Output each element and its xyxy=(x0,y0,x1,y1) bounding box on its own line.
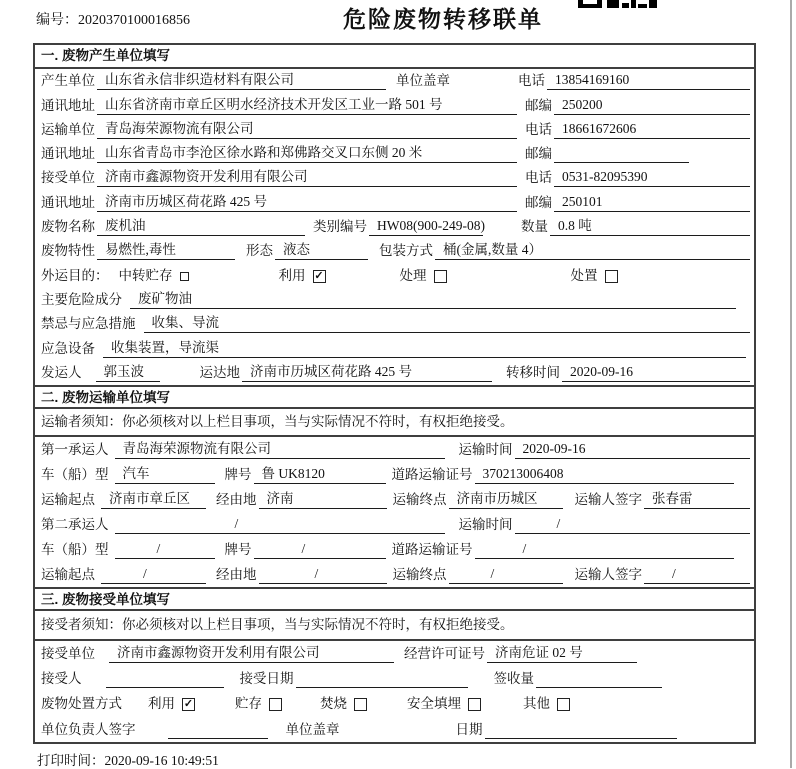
receiver-phone-value: 0531-82095390 xyxy=(554,168,750,187)
vehicle-type-label: 车（船）型 xyxy=(41,466,109,482)
row-vehicle1 xyxy=(35,462,754,487)
row-route1 xyxy=(35,487,754,512)
transporter-zip-value xyxy=(554,162,689,163)
manifest-form xyxy=(33,43,756,744)
quantity-label: 数量 xyxy=(521,219,548,235)
endpoint-value: 济南市历城区 xyxy=(449,490,563,509)
row-vehicle2 xyxy=(35,537,754,562)
vehicle-type2-value: / xyxy=(115,540,215,559)
origin-label: 运输起点 xyxy=(41,566,95,582)
zip-label: 邮编 xyxy=(525,194,552,210)
print-time-line xyxy=(37,749,219,769)
via-value: 济南 xyxy=(259,490,387,509)
disposal-label: 废物处置方式 xyxy=(41,696,122,712)
checkbox-icon xyxy=(434,270,447,283)
receiver-label: 接受单位 xyxy=(41,170,95,186)
accept-date-value xyxy=(296,687,468,688)
road-license-label: 道路运输证号 xyxy=(391,466,473,482)
address-label: 通讯地址 xyxy=(41,146,95,162)
permit-label: 经营许可证号 xyxy=(404,646,485,662)
receive-unit-value: 济南市鑫源物资开发利用有限公司 xyxy=(109,644,394,663)
receiver-zip-value: 250101 xyxy=(554,193,750,212)
transporter-label: 运输单位 xyxy=(41,121,95,137)
plate-label: 牌号 xyxy=(224,466,252,482)
row-producer xyxy=(35,69,754,93)
waste-name-value: 废机油 xyxy=(97,217,305,236)
transporter-address-value: 山东省青岛市李沧区徐水路和郑佛路交叉口东侧 20 米 xyxy=(97,144,517,163)
row-emergency-measures xyxy=(35,312,754,336)
print-time-value: 2020-09-16 10:49:51 xyxy=(104,753,219,768)
packing-value: 桶(金属,数量 4） xyxy=(435,241,750,260)
doc-number-value: 2020370100016856 xyxy=(78,13,190,28)
carrier-sign-label: 运输人签字 xyxy=(574,566,642,582)
via-label: 经由地 xyxy=(216,491,257,507)
equipment-label: 应急设备 xyxy=(41,340,95,356)
endpoint-label: 运输终点 xyxy=(392,566,447,582)
character-label: 废物特性 xyxy=(41,243,95,259)
date-label: 日期 xyxy=(455,721,483,737)
receiver-address-value: 济南市历城区荷花路 425 号 xyxy=(97,193,517,212)
plate-label: 牌号 xyxy=(224,541,252,557)
date-value xyxy=(485,738,677,739)
carrier2-value: / xyxy=(115,515,445,534)
road-license2-value: / xyxy=(475,540,735,559)
shipper-value: 郭玉波 xyxy=(96,363,160,382)
road-license-label: 道路运输证号 xyxy=(391,541,473,557)
receive-unit-label: 接受单位 xyxy=(41,646,95,662)
row-disposal-method xyxy=(35,691,754,716)
disposal-option-use: 利用 xyxy=(148,696,175,712)
producer-phone-value: 13854169160 xyxy=(547,71,750,90)
endpoint-label: 运输终点 xyxy=(392,491,447,507)
endpoint2-value: / xyxy=(449,565,563,584)
disposal-option-burn: 焚烧 xyxy=(320,696,347,712)
hazard-label: 主要危险成分 xyxy=(41,291,122,307)
transport-time-label: 运输时间 xyxy=(458,516,513,532)
producer-label: 产生单位 xyxy=(41,73,95,89)
page-edge-line xyxy=(790,0,792,768)
transport-time-value: 2020-09-16 xyxy=(515,440,751,459)
disposal-option-other: 其他 xyxy=(523,696,550,712)
signed-amount-label: 签收量 xyxy=(493,671,534,687)
equipment-value: 收集装置，导流渠 xyxy=(103,339,746,358)
category-label: 类别编号 xyxy=(313,219,367,235)
unit-seal-label: 单位盖章 xyxy=(285,721,340,737)
purpose-option-storage: 中转贮存 xyxy=(118,267,173,283)
row-route2 xyxy=(35,562,754,587)
row-producer-address xyxy=(35,93,754,117)
vehicle-type-value: 汽车 xyxy=(115,465,215,484)
checkbox-icon xyxy=(354,698,367,711)
row-hazard-component xyxy=(35,288,754,312)
plate2-value: / xyxy=(254,540,386,559)
checkbox-checked-icon: ✓ xyxy=(183,698,194,711)
carrier1-value: 青岛海荣源物流有限公司 xyxy=(115,440,445,459)
producer-value: 山东省永信非织造材料有限公司 xyxy=(97,71,386,90)
purpose-option-use: 利用 xyxy=(278,267,306,283)
origin-label: 运输起点 xyxy=(41,491,95,507)
purpose-option-treat: 处理 xyxy=(399,267,427,283)
row-dispatch xyxy=(35,361,754,385)
section-receiver xyxy=(35,587,754,742)
row-waste-name xyxy=(35,215,754,239)
emergency-value: 收集、导流 xyxy=(144,314,751,333)
destination-value: 济南市历城区荷花路 425 号 xyxy=(242,363,492,382)
plate-value: 鲁 UK8120 xyxy=(254,465,386,484)
hazard-value: 废矿物油 xyxy=(130,290,736,309)
row-transfer-purpose xyxy=(35,263,754,287)
carrier-sign-value: 张春雷 xyxy=(644,490,750,509)
origin2-value: / xyxy=(101,565,206,584)
waste-name-label: 废物名称 xyxy=(41,219,95,235)
address-label: 通讯地址 xyxy=(41,97,95,113)
address-label: 通讯地址 xyxy=(41,194,95,210)
checkbox-icon xyxy=(557,698,570,711)
phone-label: 电话 xyxy=(525,170,552,186)
checkbox-icon xyxy=(180,272,189,281)
disposal-option-storage: 贮存 xyxy=(235,696,262,712)
row-transporter xyxy=(35,118,754,142)
emergency-label: 禁忌与应急措施 xyxy=(41,316,136,332)
shipper-label: 发运人 xyxy=(41,364,82,380)
checkbox-checked-icon: ✓ xyxy=(314,269,324,282)
row-transporter-address xyxy=(35,142,754,166)
row-waste-character xyxy=(35,239,754,263)
carrier2-label: 第二承运人 xyxy=(41,516,109,532)
purpose-option-dispose: 处置 xyxy=(570,267,598,283)
packing-label: 包装方式 xyxy=(379,243,433,259)
signed-amount-value xyxy=(536,687,662,688)
disposal-option-landfill: 安全填埋 xyxy=(407,696,461,712)
category-value: HW08(900-249-08) xyxy=(369,217,483,236)
page-title: 危险废物转移联单 xyxy=(343,6,543,32)
producer-address-value: 山东省济南市章丘区明水经济技术开发区工业一路 501 号 xyxy=(97,96,517,115)
checkbox-icon xyxy=(468,698,481,711)
transfer-time-label: 转移时间 xyxy=(506,364,560,380)
doc-number-label: 编号： xyxy=(36,13,78,28)
form-label: 形态 xyxy=(246,243,273,259)
checkbox-icon xyxy=(269,698,282,711)
row-receiver-address xyxy=(35,190,754,214)
transporter-phone-value: 18661672606 xyxy=(554,120,750,139)
producer-zip-value: 250200 xyxy=(554,96,750,115)
carrier-sign-label: 运输人签字 xyxy=(574,491,642,507)
phone-label: 电话 xyxy=(518,73,545,89)
section3-heading: 三. 废物接受单位填写 xyxy=(35,587,754,611)
transporter-notice: 运输者须知：你必须核对以上栏目事项，当与实际情况不符时，有权拒绝接受。 xyxy=(35,409,754,437)
character-value: 易燃性,毒性 xyxy=(97,241,235,260)
accept-person-label: 接受人 xyxy=(41,671,82,687)
transport-time2-value: / xyxy=(515,515,751,534)
transport-time-label: 运输时间 xyxy=(458,441,513,457)
receiver-notice: 接受者须知：你必须核对以上栏目事项，当与实际情况不符时，有权拒绝接受。 xyxy=(35,611,754,641)
seal-label: 单位盖章 xyxy=(396,73,450,89)
purpose-label: 外运目的： xyxy=(41,267,109,283)
accept-person-value xyxy=(106,687,224,688)
form-value: 液态 xyxy=(275,241,368,260)
receiver-value: 济南市鑫源物资开发利用有限公司 xyxy=(97,168,517,187)
transporter-value: 青岛海荣源物流有限公司 xyxy=(97,120,517,139)
quantity-value: 0.8 吨 xyxy=(550,217,750,236)
row-accept xyxy=(35,666,754,691)
section2-heading: 二. 废物运输单位填写 xyxy=(35,385,754,409)
permit-value: 济南危证 02 号 xyxy=(487,644,637,663)
phone-label: 电话 xyxy=(525,121,552,137)
checkbox-icon xyxy=(605,270,618,283)
row-carrier2 xyxy=(35,512,754,537)
zip-label: 邮编 xyxy=(525,97,552,113)
carrier1-label: 第一承运人 xyxy=(41,441,109,457)
row-receiver xyxy=(35,166,754,190)
row-receive-unit xyxy=(35,641,754,666)
responsible-sign-value xyxy=(168,738,268,739)
via-label: 经由地 xyxy=(216,566,257,582)
section-producer xyxy=(35,45,754,385)
accept-date-label: 接受日期 xyxy=(239,671,294,687)
section1-heading: 一. 废物产生单位填写 xyxy=(35,45,754,69)
carrier-sign2-value: / xyxy=(644,565,750,584)
row-responsible-sign xyxy=(35,716,754,741)
road-license-value: 370213006408 xyxy=(475,465,735,484)
origin-value: 济南市章丘区 xyxy=(101,490,206,509)
destination-label: 运达地 xyxy=(199,364,240,380)
vehicle-type-label: 车（船）型 xyxy=(41,541,109,557)
section-transporter xyxy=(35,385,754,587)
row-carrier1 xyxy=(35,437,754,462)
zip-label: 邮编 xyxy=(525,146,552,162)
print-time-label: 打印时间： xyxy=(37,753,105,768)
transfer-time-value: 2020-09-16 xyxy=(562,363,750,382)
via2-value: / xyxy=(259,565,387,584)
row-emergency-equipment xyxy=(35,336,754,360)
responsible-sign-label: 单位负责人签字 xyxy=(41,721,136,737)
